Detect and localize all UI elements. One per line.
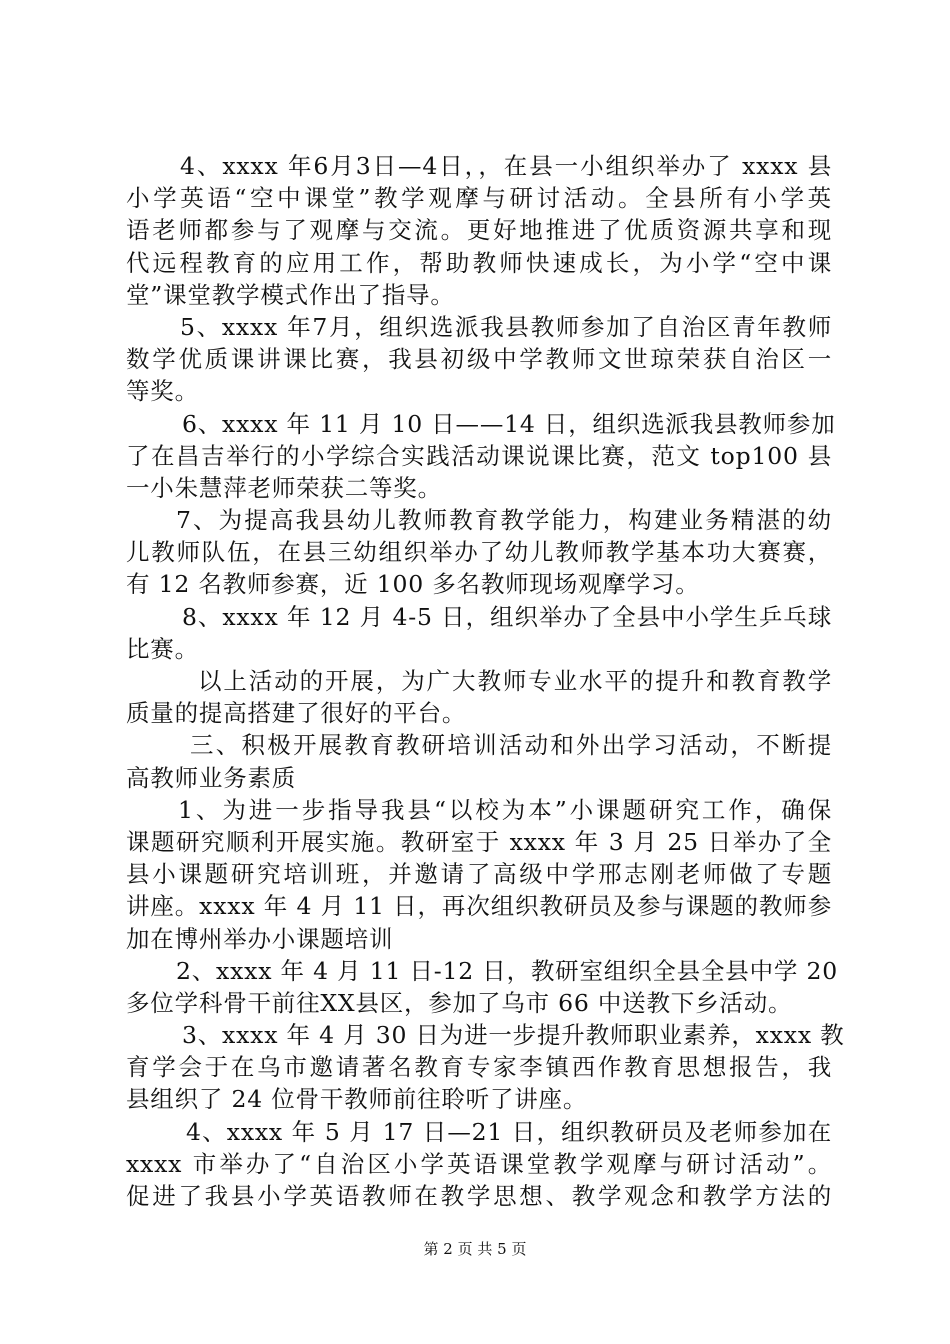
text-line: 儿教师队伍，在县三幼组织举办了幼儿教师教学基本功大赛赛， <box>126 538 832 567</box>
text-line: 代远程教育的应用工作，帮助教师快速成长，为小学“空中课 <box>126 248 832 277</box>
body-text <box>126 150 845 1212</box>
text-line: 比赛。 <box>126 634 199 663</box>
text-line: 6、xxxx 年 11 月 10 日——14 日，组织选派我县教师参加 <box>182 409 836 438</box>
text-line: 8、xxxx 年 12 月 4-5 日，组织举办了全县中小学生乒乓球 <box>182 602 832 631</box>
text-line: 语老师都参与了观摩与交流。更好地推进了优质资源共享和现 <box>126 216 832 245</box>
page-footer: 第 2 页 共 5 页 <box>423 1240 527 1258</box>
text-line: 有 12 名教师参赛，近 100 多名教师现场观摩学习。 <box>126 570 700 599</box>
text-line: 4、xxxx 年 5 月 17 日—21 日，组织教研员及老师参加在 <box>186 1117 832 1146</box>
text-line: 县小课题研究培训班，并邀请了高级中学邢志刚老师做了专题 <box>126 860 832 889</box>
text-line: 课题研究顺利开展实施。教研室于 xxxx 年 3 月 25 日举办了全 <box>126 827 832 856</box>
text-line: 高教师业务素质 <box>126 763 297 792</box>
text-line: 5、xxxx 年7月，组织选派我县教师参加了自治区青年教师 <box>180 312 832 341</box>
text-line: 1、为进一步指导我县“以校为本”小课题研究工作，确保 <box>178 795 832 824</box>
text-line: 讲座。xxxx 年 4 月 11 日，再次组织教研员及参与课题的教师参 <box>126 892 832 921</box>
text-line: 育学会于在乌市邀请著名教育专家李镇西作教育思想报告，我 <box>126 1053 832 1082</box>
text-line: 三、积极开展教育教研培训活动和外出学习活动，不断提 <box>190 731 832 760</box>
text-line: 3、xxxx 年 4 月 30 日为进一步提升教师职业素养，xxxx 教 <box>182 1021 845 1050</box>
text-line: 小学英语“空中课堂”教学观摩与研讨活动。全县所有小学英 <box>126 184 832 213</box>
text-line: 加在博州举办小课题培训 <box>126 924 394 953</box>
text-line: 数学优质课讲课比赛，我县初级中学教师文世琼荣获自治区一 <box>126 345 832 374</box>
text-line: 了在昌吉举行的小学综合实践活动课说课比赛，范文 top100 县 <box>126 441 832 470</box>
text-line: 促进了我县小学英语教师在教学思想、教学观念和教学方法的 <box>126 1182 832 1210</box>
text-line: 等奖。 <box>126 377 199 406</box>
text-line: xxxx 市举办了“自治区小学英语课堂教学观摩与研讨活动”。 <box>126 1149 832 1178</box>
text-line: 以上活动的开展，为广大教师专业水平的提升和教育教学 <box>198 667 832 695</box>
text-line: 7、为提高我县幼儿教师教育教学能力，构建业务精湛的幼 <box>176 506 832 535</box>
text-line: 多位学科骨干前往XX县区，参加了乌市 66 中送教下乡活动。 <box>126 988 793 1017</box>
text-line: 一小朱慧萍老师荣获二等奖。 <box>126 473 442 502</box>
text-line: 县组织了 24 位骨干教师前往聆听了讲座。 <box>126 1085 588 1114</box>
text-line: 质量的提高搭建了很好的平台。 <box>126 699 467 728</box>
text-line: 2、xxxx 年 4 月 11 日-12 日，教研室组织全县全县中学 20 <box>176 956 838 985</box>
text-line: 4、xxxx 年6月3日—4日，，在县一小组织举办了 xxxx 县 <box>180 152 832 180</box>
text-line: 堂”课堂教学模式作出了指导。 <box>126 280 455 309</box>
